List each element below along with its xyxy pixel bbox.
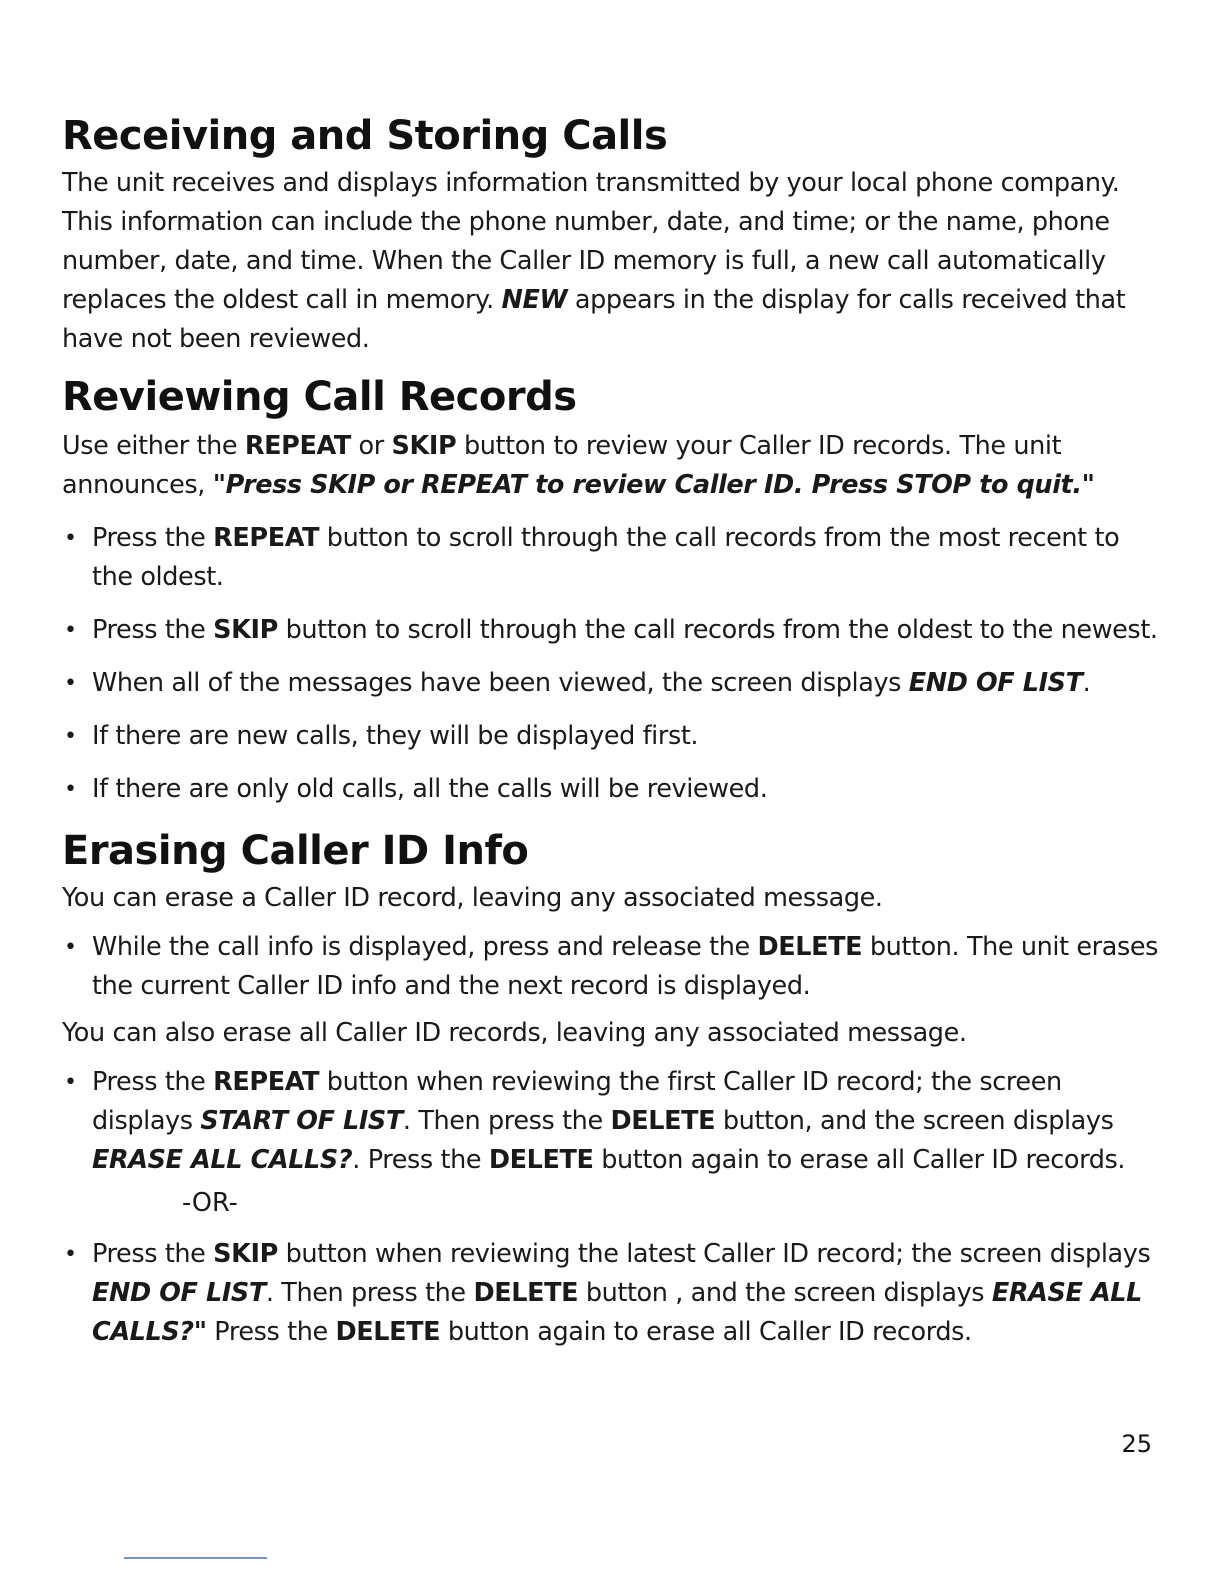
paragraph-receiving — [62, 164, 1162, 359]
bullet-icon: • — [64, 777, 77, 802]
text-span: The unit receives and displays information transmitted by your local phone company. This information can include the phone number, date, and time; or the name, phone number, date, and time. When the Caller ID memory is full, a new call automatically replaces the oldest call in memory. — [62, 168, 1120, 315]
text-span: button, and the screen displays — [715, 1106, 1114, 1136]
erasing-bullet-list-3 — [62, 1235, 1162, 1352]
erasing-bullet-list-1 — [62, 928, 1162, 1006]
skip-label: SKIP — [213, 1239, 278, 1269]
text-span: button to scroll through the call records from the oldest to the newest. — [277, 615, 1158, 645]
skip-label: SKIP — [213, 615, 278, 645]
section-receiving — [62, 108, 1162, 359]
repeat-label: REPEAT — [244, 431, 351, 461]
text-span: or — [350, 431, 392, 461]
text-span: If there are new calls, they will be displayed first. — [92, 721, 699, 751]
text-span: button to review your Caller ID records. The unit announces, — [62, 431, 1062, 500]
text-span: button when reviewing the latest Caller ID record; the screen displays — [277, 1239, 1151, 1269]
footer-rule — [124, 1557, 267, 1559]
list-item — [62, 611, 1162, 650]
list-item — [62, 519, 1162, 597]
text-span: If there are only old calls, all the calls will be reviewed. — [92, 774, 768, 804]
list-item — [62, 664, 1162, 703]
text-span: Press the — [92, 1239, 214, 1269]
heading-receiving: Receiving and Storing Calls — [62, 113, 668, 159]
erasing-bullet-list-2 — [62, 1063, 1162, 1180]
bullet-icon: • — [64, 671, 77, 696]
section-erasing — [62, 823, 1162, 1352]
erase-all-calls-label: ERASE ALL CALLS?" — [92, 1278, 1142, 1347]
start-of-list-label: START OF LIST — [200, 1106, 403, 1136]
bullet-icon: • — [64, 1242, 77, 1267]
delete-label: DELETE — [473, 1278, 579, 1308]
repeat-label: REPEAT — [213, 523, 320, 553]
section-reviewing — [62, 369, 1162, 809]
text-span: Press the — [92, 1067, 214, 1097]
text-span: . — [1082, 668, 1091, 698]
text-span: button again to erase all Caller ID records. — [593, 1145, 1126, 1175]
bullet-icon: • — [64, 724, 77, 749]
repeat-label: REPEAT — [213, 1067, 320, 1097]
manual-page — [62, 108, 1162, 1352]
end-of-list-label: END OF LIST — [908, 668, 1083, 698]
paragraph-erasing-2: You can also erase all Caller ID records, leaving any associated message. — [62, 1018, 967, 1048]
text-span: Use either the — [62, 431, 245, 461]
text-span: . Then press the — [265, 1278, 474, 1308]
heading-reviewing: Reviewing Call Records — [62, 374, 577, 420]
new-label: NEW — [501, 285, 568, 315]
text-span: While the call info is displayed, press and release the — [92, 932, 758, 962]
heading-erasing: Erasing Caller ID Info — [62, 828, 529, 874]
text-span: . Then press the — [402, 1106, 611, 1136]
text-span: button to scroll through the call records from the most recent to the oldest. — [92, 523, 1120, 592]
delete-label: DELETE — [488, 1145, 594, 1175]
page-number: 25 — [1121, 1430, 1152, 1458]
list-item — [62, 1063, 1162, 1180]
bullet-icon: • — [64, 618, 77, 643]
text-span: When all of the messages have been viewed, the screen displays — [92, 668, 909, 698]
bullet-icon: • — [64, 1070, 77, 1095]
or-separator: -OR- — [182, 1188, 238, 1218]
erase-all-calls-label: ERASE ALL CALLS? — [92, 1145, 353, 1175]
text-span: Press the — [92, 523, 214, 553]
text-span: Press the — [92, 615, 214, 645]
text-span: button when reviewing the first Caller ID record; the screen displays — [92, 1067, 1062, 1136]
text-span: button again to erase all Caller ID records. — [440, 1317, 972, 1347]
skip-label: SKIP — [391, 431, 457, 461]
bullet-icon: • — [64, 935, 77, 960]
bullet-icon: • — [64, 526, 77, 551]
text-span: button. The unit erases the current Caller ID info and the next record is displayed. — [92, 932, 1159, 1001]
reviewing-bullet-list — [62, 519, 1162, 809]
end-of-list-label: END OF LIST — [92, 1278, 266, 1308]
list-item — [62, 770, 1162, 809]
announcement-quote: "Press SKIP or REPEAT to review Caller ID. Press STOP to quit." — [212, 470, 1095, 500]
text-span: button , and the screen displays — [578, 1278, 992, 1308]
delete-label: DELETE — [610, 1106, 716, 1136]
paragraph-erasing-1: You can erase a Caller ID record, leaving any associated message. — [62, 883, 883, 913]
list-item — [62, 717, 1162, 756]
text-span: . Press the — [352, 1145, 489, 1175]
text-span: Press the — [206, 1317, 336, 1347]
paragraph-reviewing-intro — [62, 427, 1162, 505]
list-item — [62, 1235, 1162, 1352]
text-span: appears in the display for calls received that have not been reviewed. — [62, 285, 1126, 354]
delete-label: DELETE — [757, 932, 863, 962]
delete-label: DELETE — [335, 1317, 441, 1347]
list-item — [62, 928, 1162, 1006]
